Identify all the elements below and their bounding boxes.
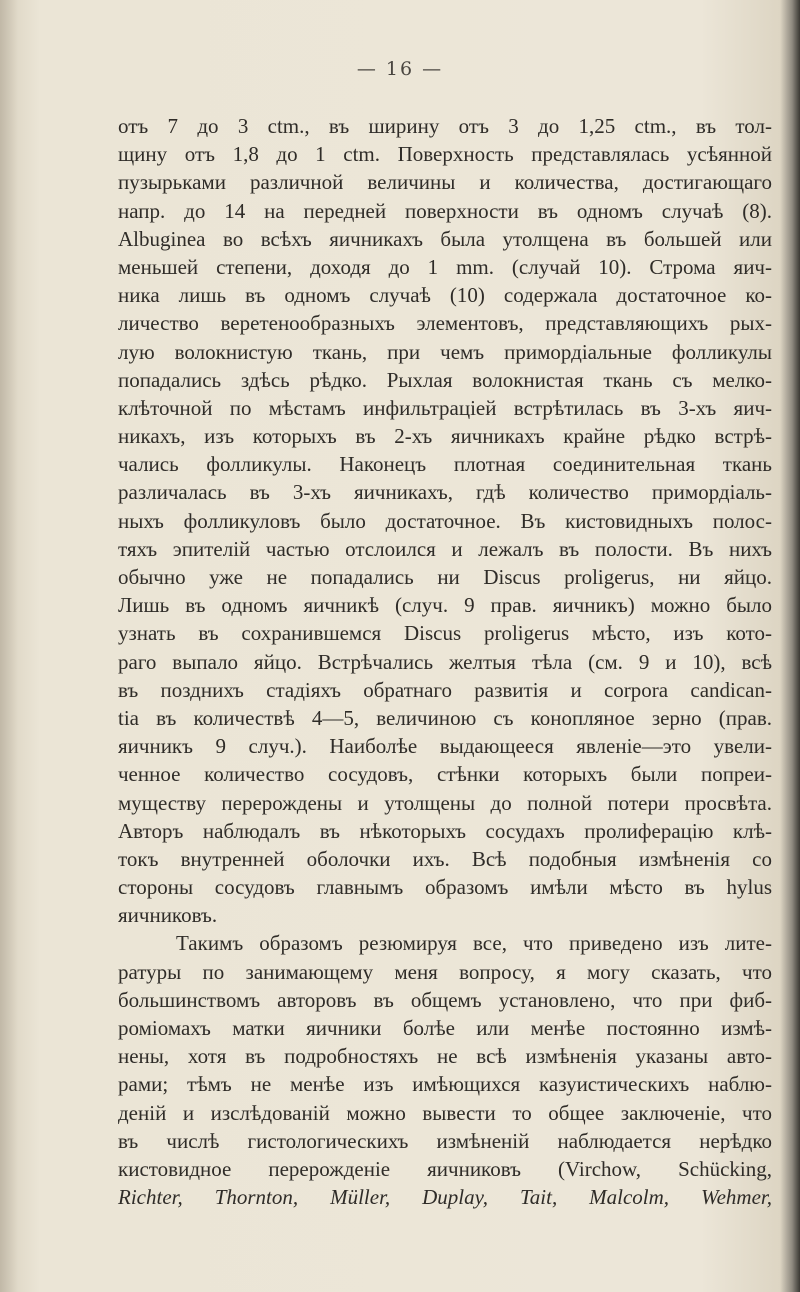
text-line: различалась въ 3-хъ яичникахъ, гдѣ количество примордіаль- <box>118 480 772 505</box>
spine-shadow <box>0 0 18 1292</box>
text-line: напр. до 14 на передней поверхности въ одномъ случаѣ (8). <box>118 198 772 223</box>
text-line: ника лишь въ одномъ случаѣ (10) содержала достаточное ко- <box>118 283 772 308</box>
text-line: въ числѣ гистологическихъ измѣненій наблюдается нерѣдко <box>118 1128 772 1153</box>
text-line: ченное количество сосудовъ, стѣнки которыхъ были попреи- <box>118 762 772 787</box>
text-line-paragraph-start: Такимъ образомъ резюмируя все, что приведено изъ лите- <box>176 931 772 956</box>
text-line: лую волокнистую ткань, при чемъ примордіальные фолликулы <box>118 339 772 364</box>
text-line: обычно уже не попадались ни Discus proligerus, ни яйцо. <box>118 565 772 589</box>
text-line: рами; тѣмъ не менѣе изъ имѣющихся казуистическихъ наблю- <box>118 1072 772 1097</box>
text-line-paragraph-end: яичниковъ. <box>118 903 218 928</box>
text-line: никахъ, изъ которыхъ въ 2-хъ яичникахъ крайне рѣдко встрѣ- <box>118 424 772 449</box>
text-line: tia въ количествѣ 4—5, величиною съ конопляное зерно (прав. <box>118 705 772 730</box>
text-line: нены, хотя въ подробностяхъ не всѣ измѣненія указаны авто- <box>118 1044 772 1069</box>
text-line: клѣточной по мѣстамъ инфильтраціей встрѣтилась въ 3-хъ яич- <box>118 395 772 420</box>
text-line: ратуры по занимающему меня вопросу, я могу сказать, что <box>118 959 772 984</box>
text-line: отъ 7 до 3 ctm., въ ширину отъ 3 до 1,25 ctm., въ тол- <box>118 114 772 138</box>
text-line: стороны сосудовъ главнымъ образомъ имѣли мѣсто въ hylus <box>118 875 772 900</box>
text-line: Авторъ наблюдалъ въ нѣкоторыхъ сосудахъ пролиферацію клѣ- <box>118 818 772 843</box>
text-line: узнать въ сохранившемся Discus proligerus мѣсто, изъ кото- <box>118 621 772 646</box>
text-line: меньшей степени, доходя до 1 mm. (случай 10). Строма яич- <box>118 254 772 279</box>
text-line: Лишь въ одномъ яичникѣ (случ. 9 прав. яичникъ) можно было <box>118 593 772 618</box>
page-number: — 16 — <box>356 58 444 80</box>
text-line: большинствомъ авторовъ въ общемъ установлено, что при фиб- <box>118 987 772 1012</box>
text-line: яичникъ 9 случ.). Наиболѣе выдающееся явленіе—это увели- <box>118 734 772 759</box>
text-line: попадались здѣсь рѣдко. Рыхлая волокнистая ткань съ мелко- <box>118 367 772 392</box>
text-line: роміомахъ матки яичники болѣе или менѣе постоянно измѣ- <box>118 1016 772 1040</box>
text-line: раго выпало яйцо. Встрѣчались желтыя тѣла (см. 9 и 10), всѣ <box>118 649 772 674</box>
body-text <box>118 112 772 1211</box>
text-line: ныхъ фолликуловъ было достаточное. Въ кистовидныхъ полос- <box>118 508 772 533</box>
text-line: деній и изслѣдованій можно вывести то общее заключеніе, что <box>118 1100 772 1125</box>
text-line: токъ внутренней оболочки ихъ. Всѣ подобныя измѣненія со <box>118 846 772 871</box>
text-line: въ позднихъ стадіяхъ обратнаго развитія и corpora candican- <box>118 677 772 702</box>
text-line: кистовидное перерожденіе яичниковъ (Virchow, Schücking, <box>118 1156 772 1181</box>
text-line: Albuginea во всѣхъ яичникахъ была утолщена въ большей или <box>118 226 772 251</box>
text-line: пузырьками различной величины и количества, достигающаго <box>118 170 772 195</box>
text-line: тяхъ эпителій частью отслоился и лежалъ въ полости. Въ нихъ <box>118 536 772 561</box>
text-line: личество веретенообразныхъ элементовъ, представляющихъ рых- <box>118 311 772 336</box>
text-line: чались фолликулы. Наконецъ плотная соединительная ткань <box>118 452 772 477</box>
text-line-author-names: Richter, Thornton, Müller, Duplay, Tait, Malcolm, Wehmer, <box>118 1185 772 1210</box>
text-line: муществу перерождены и утолщены до полной потери просвѣта. <box>118 790 772 815</box>
text-line: щину отъ 1,8 до 1 ctm. Поверхность представлялась усѣянной <box>118 142 772 167</box>
